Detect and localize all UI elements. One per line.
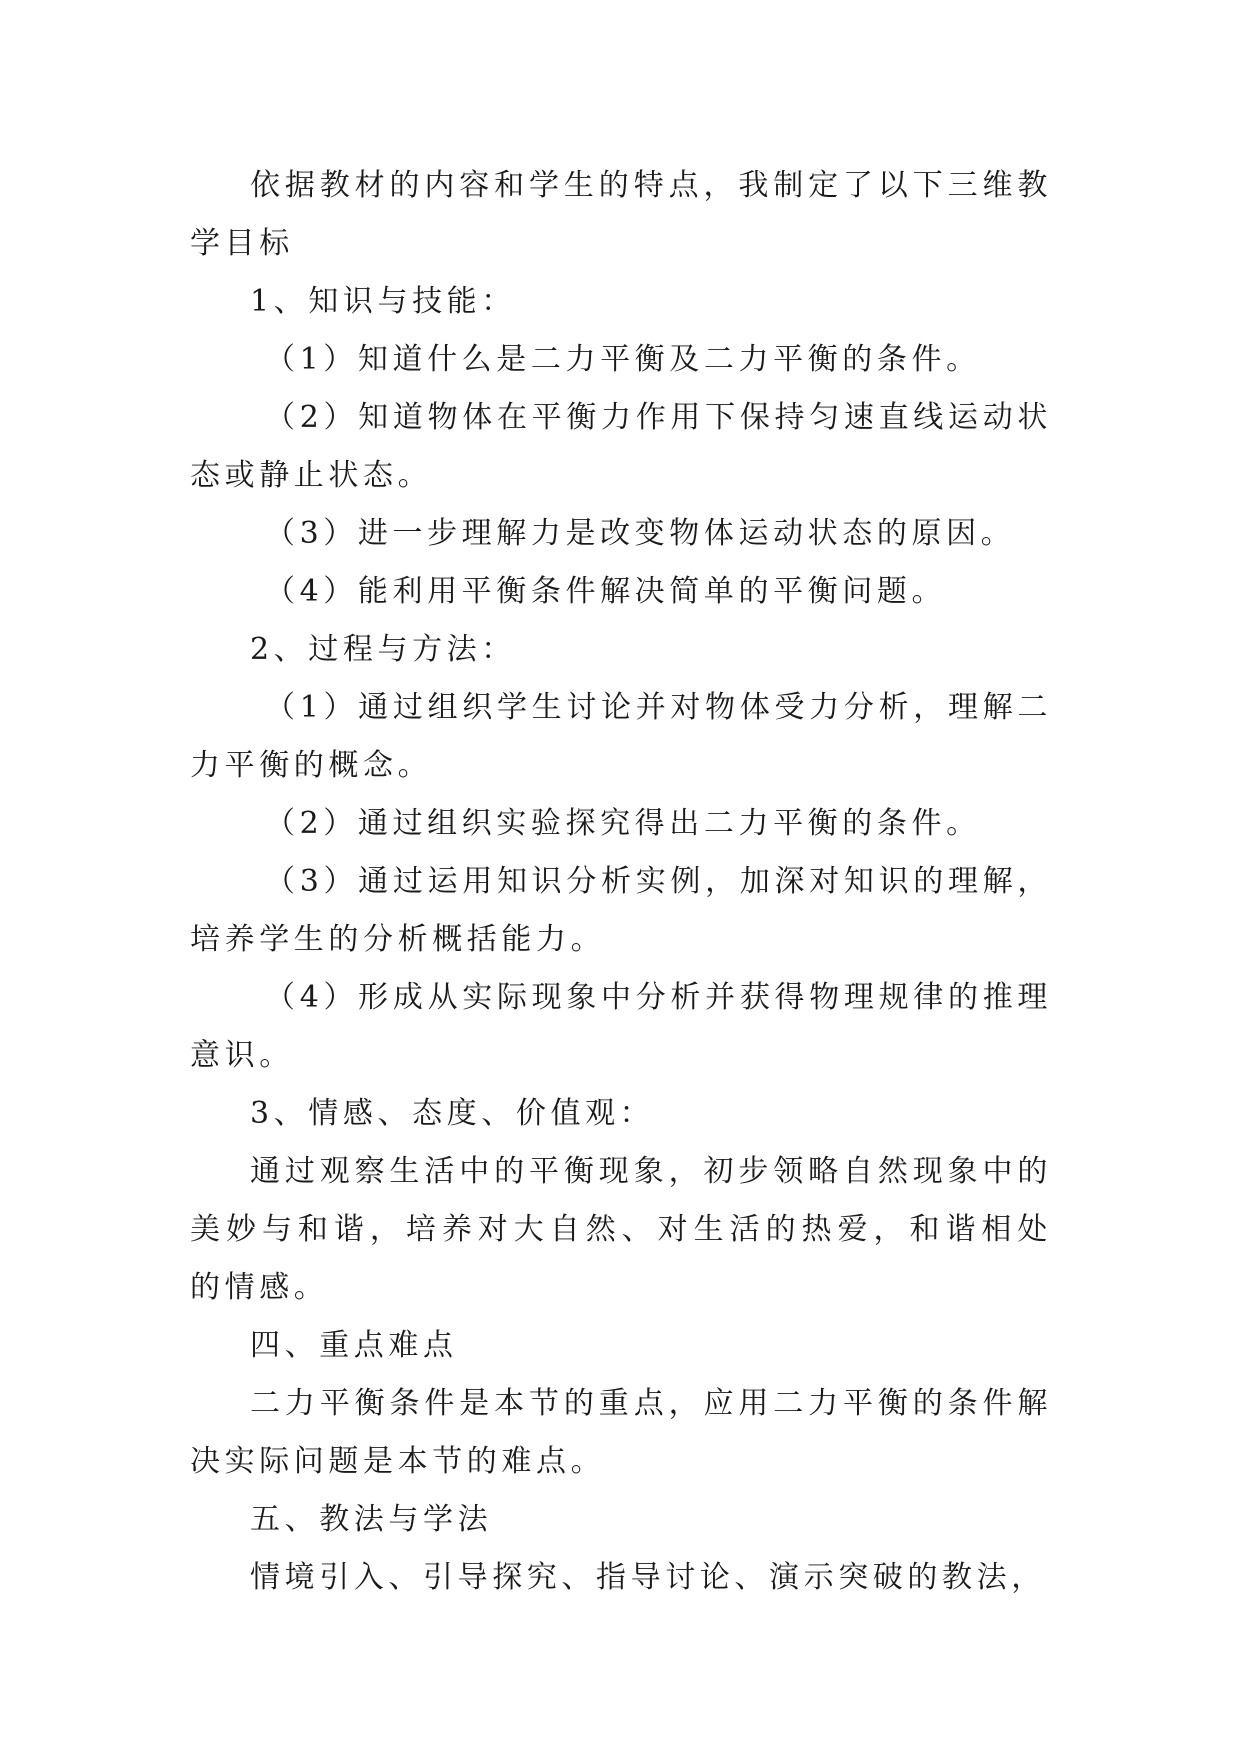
- document-body: [190, 157, 1052, 1607]
- list-item-knowledge-3: （3）进一步理解力是改变物体运动状态的原因。: [265, 516, 1016, 551]
- heading-teaching-learning-methods: 五、教法与学法: [250, 1502, 493, 1537]
- paragraph-emotion-values: 通过观察生活中的平衡现象，初步领略自然现象中的美妙与和谐，培养对大自然、对生活的热爱，和谐相处的情感。: [190, 1154, 1052, 1305]
- heading-key-difficult-points: 四、重点难点: [250, 1328, 458, 1363]
- list-item-process-1: （1）通过组织学生讨论并对物体受力分析，理解二力平衡的概念。: [190, 690, 1052, 783]
- list-item-knowledge-4: （4）能利用平衡条件解决简单的平衡问题。: [265, 574, 947, 609]
- heading-emotion-values: 3、情感、态度、价值观：: [250, 1096, 655, 1131]
- heading-knowledge-skills: 1、知识与技能：: [250, 284, 516, 319]
- list-item-knowledge-2: （2）知道物体在平衡力作用下保持匀速直线运动状态或静止状态。: [190, 400, 1052, 493]
- list-item-knowledge-1: （1）知道什么是二力平衡及二力平衡的条件。: [265, 342, 981, 377]
- list-item-process-4: （4）形成从实际现象中分析并获得物理规律的推理意识。: [190, 980, 1052, 1073]
- paragraph-objectives-intro: 依据教材的内容和学生的特点，我制定了以下三维教学目标: [190, 168, 1052, 261]
- paragraph-teaching-methods: 情境引入、引导探究、指导讨论、演示突破的教法，: [250, 1560, 1046, 1595]
- paragraph-key-difficult-points: 二力平衡条件是本节的重点，应用二力平衡的条件解决实际问题是本节的难点。: [190, 1386, 1052, 1479]
- list-item-process-2: （2）通过组织实验探究得出二力平衡的条件。: [265, 806, 981, 841]
- list-item-process-3: （3）通过运用知识分析实例，加深对知识的理解，培养学生的分析概括能力。: [190, 864, 1052, 957]
- heading-process-methods: 2、过程与方法：: [250, 632, 516, 667]
